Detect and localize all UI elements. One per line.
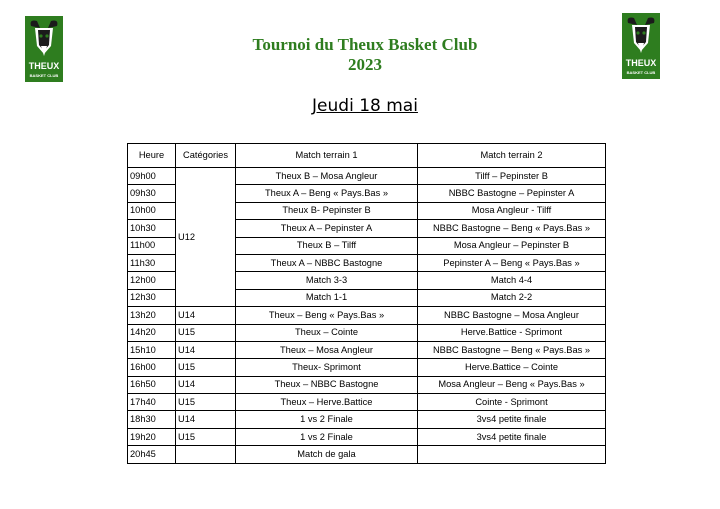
- court-1-match-cell: Theux A – NBBC Bastogne: [236, 254, 418, 271]
- tournament-title: [200, 35, 530, 75]
- court-1-match-cell: Theux A – Pepinster A: [236, 220, 418, 237]
- court-2-match-cell: NBBC Bastogne – Beng « Pays.Bas »: [418, 341, 606, 358]
- court-1-match-cell: Theux – Herve.Battice: [236, 394, 418, 411]
- category-cell: U15: [176, 324, 236, 341]
- day-heading: Jeudi 18 mai: [312, 96, 418, 116]
- logo-subtitle-text: BASKET CLUB: [626, 70, 656, 75]
- time-cell: 16h50: [128, 376, 176, 393]
- category-cell: U14: [176, 411, 236, 428]
- category-cell: U15: [176, 394, 236, 411]
- time-cell: 12h30: [128, 289, 176, 306]
- time-cell: 20h45: [128, 446, 176, 463]
- court-1-match-cell: Theux A – Beng « Pays.Bas »: [236, 185, 418, 202]
- court-1-match-cell: Match 1-1: [236, 289, 418, 306]
- column-header-court-2: Match terrain 2: [418, 144, 606, 168]
- court-1-match-cell: Theux- Sprimont: [236, 359, 418, 376]
- court-1-match-cell: 1 vs 2 Finale: [236, 428, 418, 445]
- table-row: [128, 376, 606, 393]
- court-2-match-cell: Mosa Angleur - Tilff: [418, 202, 606, 219]
- court-2-match-cell: Cointe - Sprimont: [418, 394, 606, 411]
- time-cell: 12h00: [128, 272, 176, 289]
- court-1-match-cell: Match 3-3: [236, 272, 418, 289]
- goat-logo-icon: [622, 13, 660, 79]
- court-1-match-cell: Theux B – Mosa Angleur: [236, 168, 418, 185]
- table-row: [128, 411, 606, 428]
- court-1-match-cell: Theux B- Pepinster B: [236, 202, 418, 219]
- court-2-match-cell: NBBC Bastogne – Mosa Angleur: [418, 307, 606, 324]
- logo-name-text: THEUX: [625, 58, 657, 68]
- time-cell: 18h30: [128, 411, 176, 428]
- court-1-match-cell: Match de gala: [236, 446, 418, 463]
- court-2-match-cell: NBBC Bastogne – Beng « Pays.Bas »: [418, 220, 606, 237]
- court-2-match-cell: Match 4-4: [418, 272, 606, 289]
- time-cell: 15h10: [128, 341, 176, 358]
- court-2-match-cell: 3vs4 petite finale: [418, 428, 606, 445]
- court-2-match-cell: Match 2-2: [418, 289, 606, 306]
- logo-subtitle-text: BASKET CLUB: [29, 73, 59, 78]
- column-header-court-1: Match terrain 1: [236, 144, 418, 168]
- court-2-match-cell: 3vs4 petite finale: [418, 411, 606, 428]
- time-cell: 11h30: [128, 254, 176, 271]
- court-1-match-cell: 1 vs 2 Finale: [236, 411, 418, 428]
- table-row: [128, 307, 606, 324]
- court-1-match-cell: Theux – Mosa Angleur: [236, 341, 418, 358]
- category-cell: [176, 446, 236, 463]
- table-row: [128, 324, 606, 341]
- column-header-category: Catégories: [176, 144, 236, 168]
- court-2-match-cell: Tilff – Pepinster B: [418, 168, 606, 185]
- time-cell: 16h00: [128, 359, 176, 376]
- court-1-match-cell: Theux B – Tilff: [236, 237, 418, 254]
- title-year: 2023: [348, 55, 382, 74]
- court-2-match-cell: Mosa Angleur – Beng « Pays.Bas »: [418, 376, 606, 393]
- time-cell: 10h30: [128, 220, 176, 237]
- court-2-match-cell: Pepinster A – Beng « Pays.Bas »: [418, 254, 606, 271]
- court-1-match-cell: Theux – Cointe: [236, 324, 418, 341]
- club-logo-left: [25, 16, 63, 82]
- time-cell: 09h30: [128, 185, 176, 202]
- table-row: [128, 341, 606, 358]
- court-2-match-cell: [418, 446, 606, 463]
- club-logo-right: [622, 13, 660, 79]
- table-row: [128, 394, 606, 411]
- column-header-time: Heure: [128, 144, 176, 168]
- time-cell: 19h20: [128, 428, 176, 445]
- time-cell: 11h00: [128, 237, 176, 254]
- table-row: [128, 446, 606, 463]
- title-line-1: Tournoi du Theux Basket Club: [252, 35, 478, 54]
- category-cell: U15: [176, 428, 236, 445]
- category-cell: U15: [176, 359, 236, 376]
- time-cell: 10h00: [128, 202, 176, 219]
- court-2-match-cell: NBBC Bastogne – Pepinster A: [418, 185, 606, 202]
- table-row: [128, 359, 606, 376]
- category-cell: U14: [176, 307, 236, 324]
- goat-logo-icon: [25, 16, 63, 82]
- time-cell: 09h00: [128, 168, 176, 185]
- time-cell: 13h20: [128, 307, 176, 324]
- category-cell: U14: [176, 376, 236, 393]
- schedule-table: [127, 143, 606, 464]
- court-2-match-cell: Herve.Battice - Sprimont: [418, 324, 606, 341]
- logo-name-text: THEUX: [28, 61, 60, 71]
- table-header-row: [128, 144, 606, 168]
- court-1-match-cell: Theux – NBBC Bastogne: [236, 376, 418, 393]
- category-cell: U14: [176, 341, 236, 358]
- time-cell: 14h20: [128, 324, 176, 341]
- table-row: [128, 428, 606, 445]
- court-2-match-cell: Herve.Battice – Cointe: [418, 359, 606, 376]
- time-cell: 17h40: [128, 394, 176, 411]
- category-cell-u12: U12: [176, 168, 236, 307]
- court-1-match-cell: Theux – Beng « Pays.Bas »: [236, 307, 418, 324]
- court-2-match-cell: Mosa Angleur – Pepinster B: [418, 237, 606, 254]
- table-row: [128, 168, 606, 185]
